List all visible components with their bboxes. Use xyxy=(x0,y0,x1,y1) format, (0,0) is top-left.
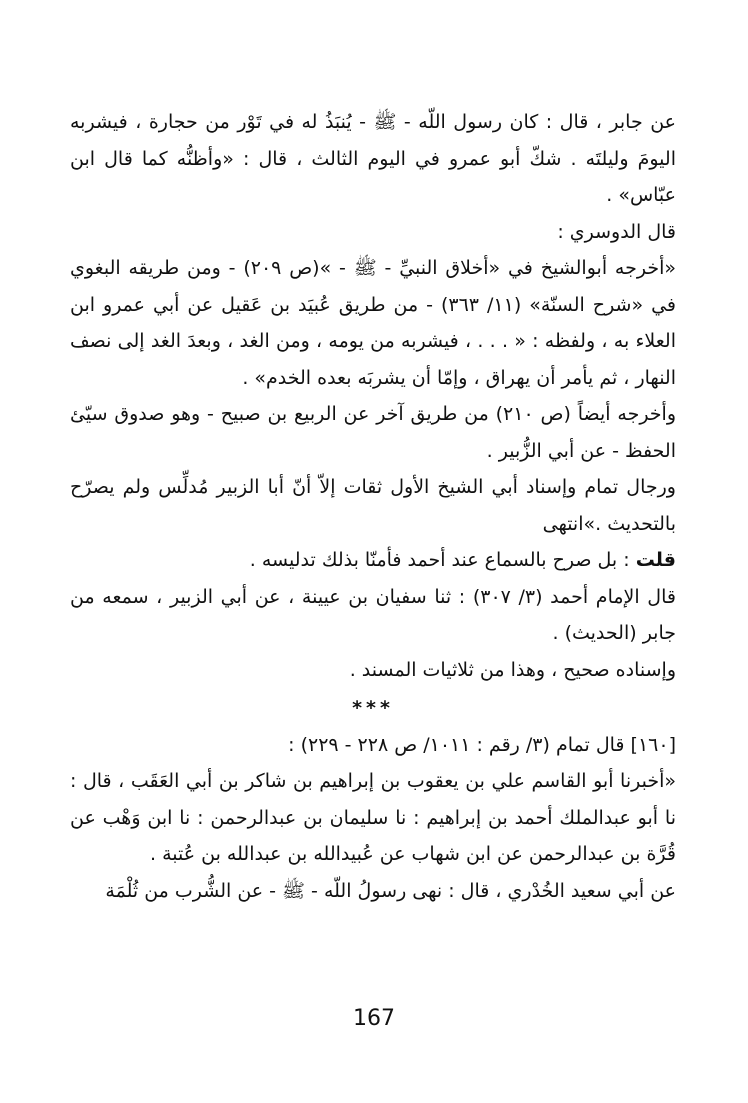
paragraph-10: «أخبرنا أبو القاسم علي بن يعقوب بن إبراهيم بن شاكر بن أبي العَقَب ، قال : نا أبو عبدالملك أحمد بن إبراهيم : نا سليمان بن عبدالرحمن : نا ابن وَهْب عن قُرَّة بن عبدالرحمن عن ابن شهاب عن عُبيدالله بن عبدالله بن عُتبة . xyxy=(70,770,676,865)
paragraph-5: ورجال تمام وإسناد أبي الشيخ الأول ثقات إلاّ أنّ أبا الزبير مُدلِّس ولم يصرّح بالتحديث .»انتهى xyxy=(70,476,676,535)
paragraph-9: [١٦٠] قال تمام (٣/ رقم : ١٠١١/ ص ٢٢٨ - ٢٢٩) : xyxy=(288,733,676,756)
paragraph-7: قال الإمام أحمد (٣/ ٣٠٧) : ثنا سفيان بن عيينة ، عن أبي الزبير ، سمعه من جابر (الحديث) . xyxy=(70,585,676,644)
paragraph-4: وأخرجه أيضاً (ص ٢١٠) من طريق آخر عن الربيع بن صبيح - وهو صدوق سيّئ الحفظ - عن أبي الزُّبير . xyxy=(70,403,677,462)
paragraph-1: عن جابر ، قال : كان رسول اللّه - ﷺ - يُنبَذُ له في تَوْر من حجارة ، فيشربه اليومَ وليلتَه . شكّ أبو عمرو في اليوم الثالث ، قال : «وأظنُّه كما قال ابن عبّاس» . xyxy=(70,111,676,206)
paragraph-6 xyxy=(70,542,676,579)
bold-lead: قلت xyxy=(635,549,676,571)
paragraph-8: وإسناده صحيح ، وهذا من ثلاثيات المسند . xyxy=(349,658,676,681)
paragraph-2: قال الدوسري : xyxy=(557,220,676,243)
page-text xyxy=(70,104,676,909)
paragraph-11: عن أبي سعيد الخُدْري ، قال : نهى رسولُ اللّه - ﷺ - عن الشُّرب من ثُلْمَة xyxy=(105,879,676,902)
section-separator: *** xyxy=(352,697,394,719)
paragraph-6-text: : بل صرح بالسماع عند أحمد فأمنّا بذلك تدليسه . xyxy=(249,549,636,571)
page-number: 167 xyxy=(353,1006,395,1031)
paragraph-3: «أخرجه أبوالشيخ في «أخلاق النبيِّ - ﷺ - »(ص ٢٠٩) - ومن طريقه البغوي في «شرح السنّة» (١١/ ٣٦٣) - من طريق عُبيَد بن عَقيل عن أبي عمرو ابن العلاء به ، ولفظه : « . . . ، فيشربه من يومه ، ومن الغد ، وبعدَ الغد إلى نصف النهار ، ثم يأمر أن يهراق ، وإمّا أن يشربَه بعده الخدم» . xyxy=(70,257,677,389)
